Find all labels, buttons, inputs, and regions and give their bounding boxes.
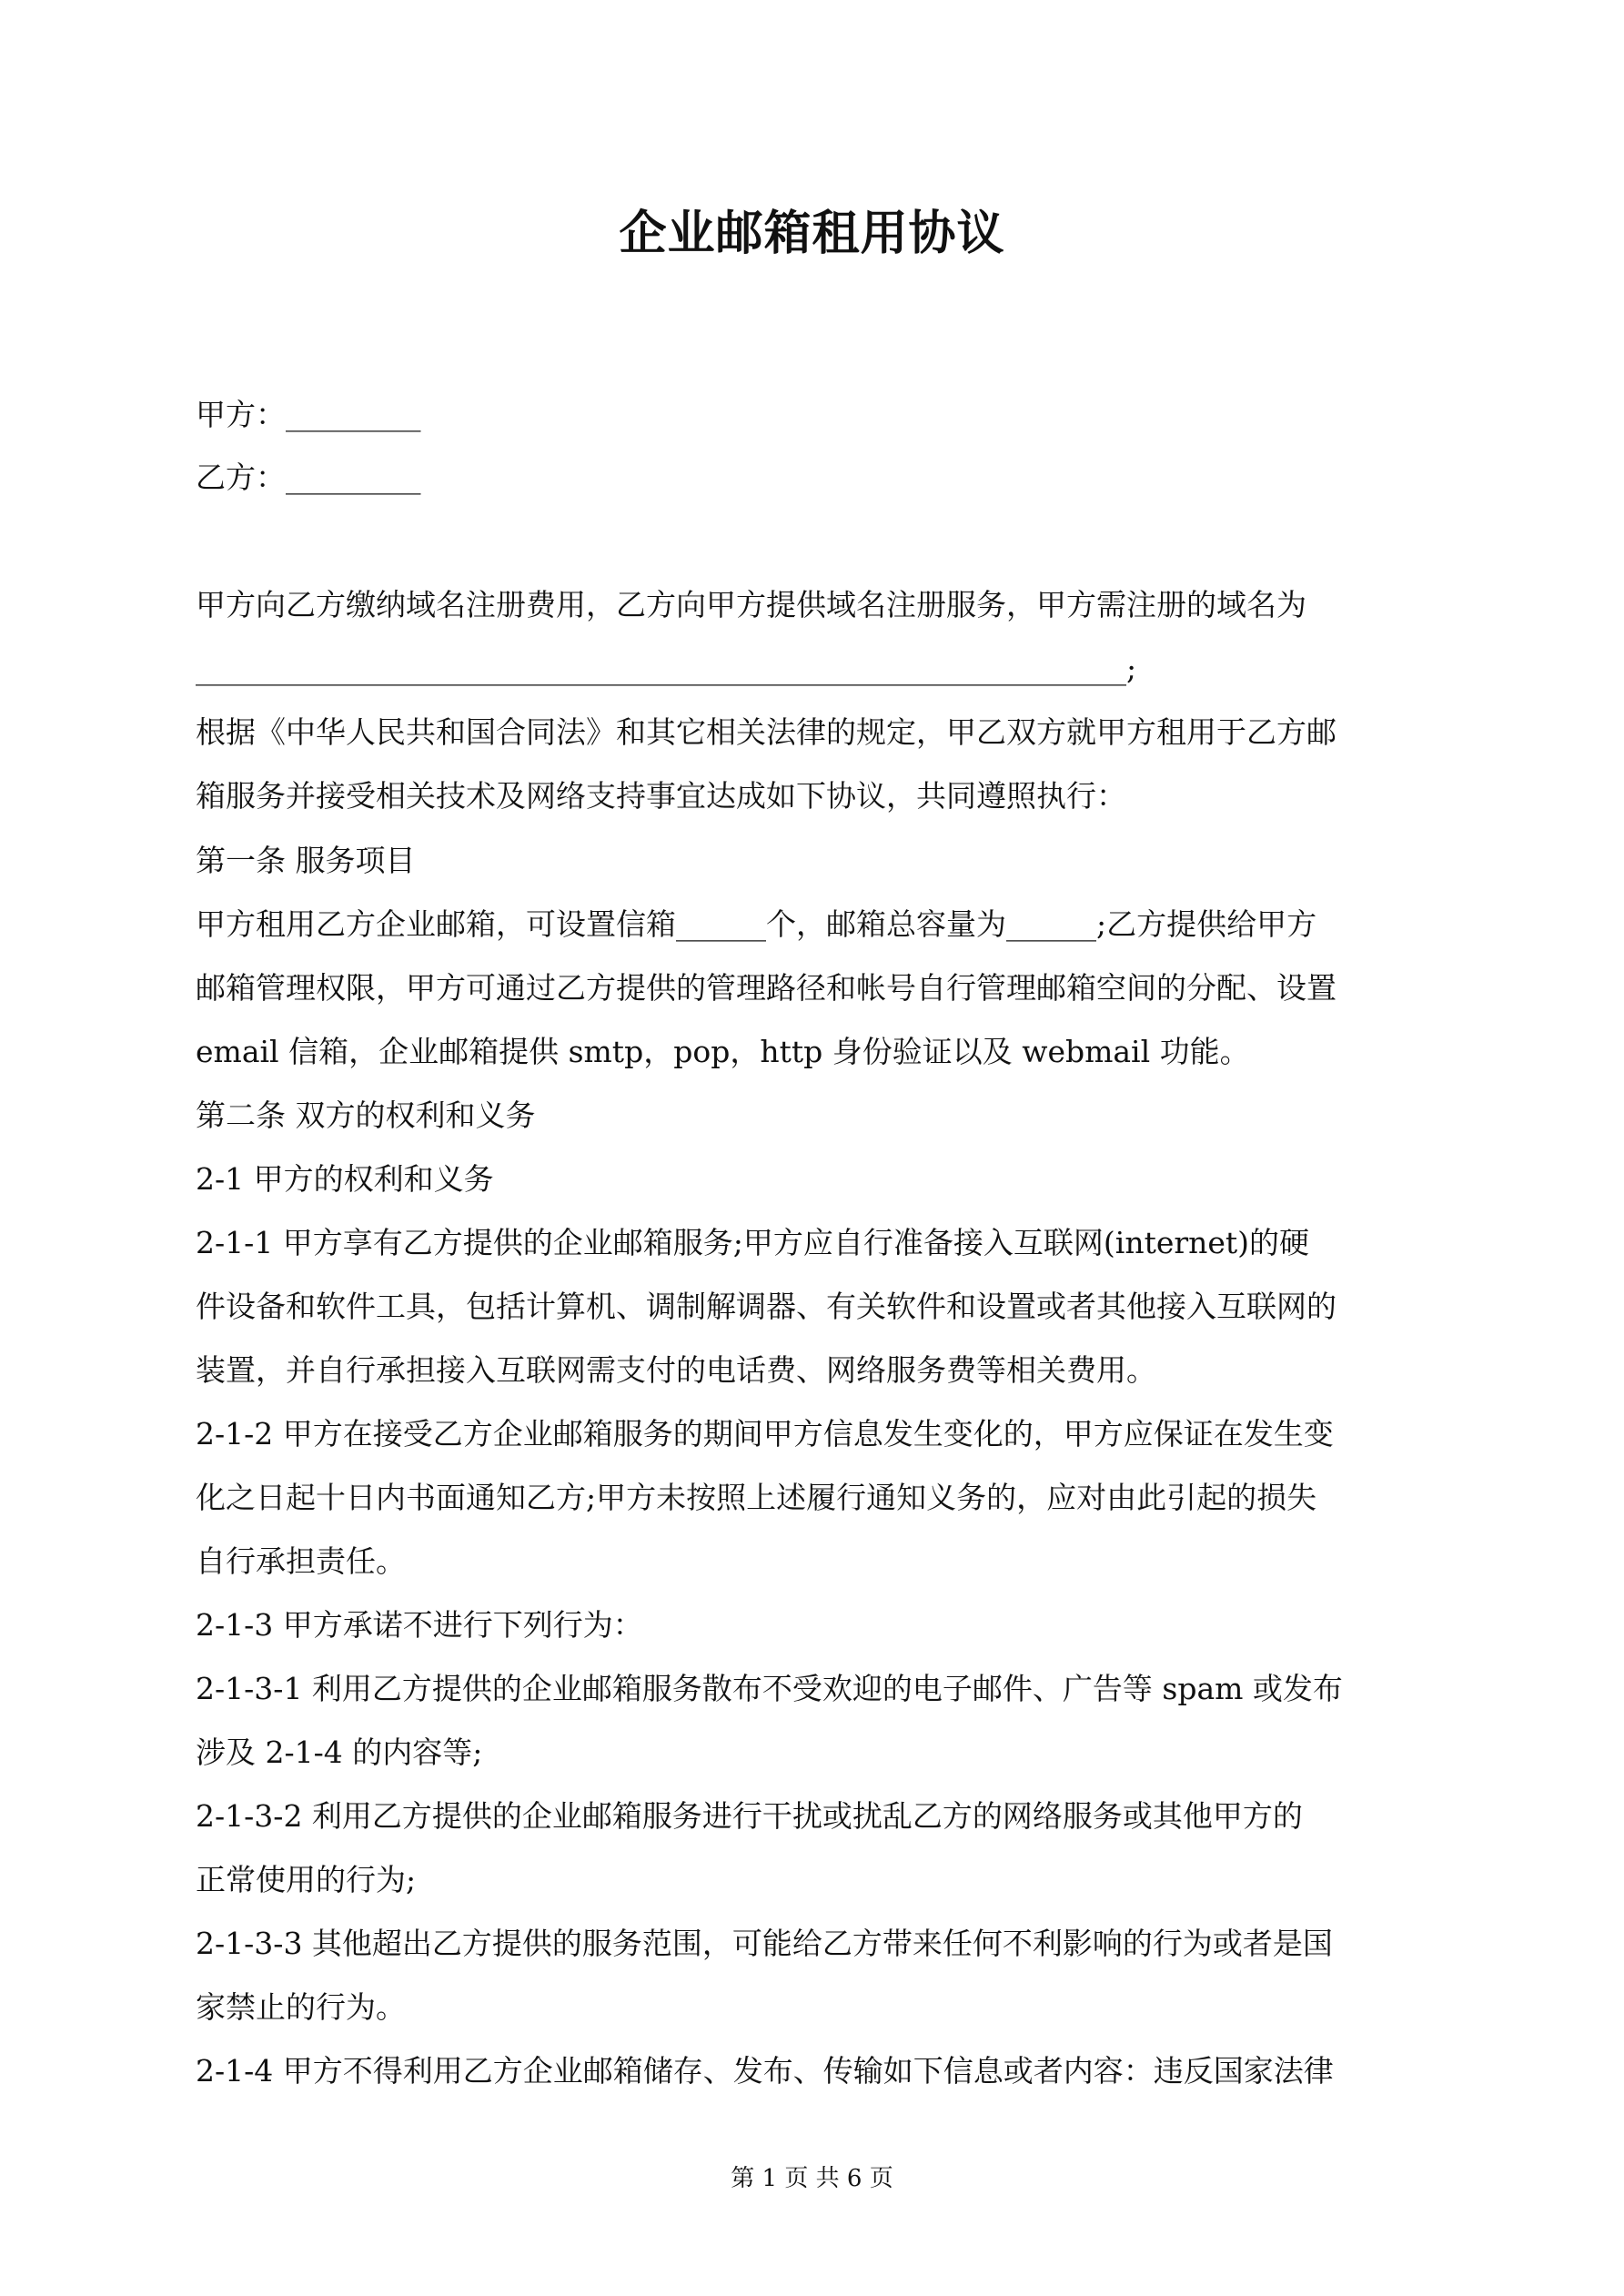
page-number-footer: 第 1 页 共 6 页 — [731, 2165, 893, 2192]
paragraph-line: 箱服务并接受相关技术及网络支持事宜达成如下协议，共同遵照执行： — [196, 778, 1126, 814]
section-heading: 第一条 服务项目 — [196, 843, 416, 878]
paragraph-line: 甲方向乙方缴纳域名注册费用，乙方向甲方提供域名注册服务，甲方需注册的域名为 — [196, 587, 1306, 622]
paragraph-line: 化之日起十日内书面通知乙方;甲方未按照上述履行通知义务的，应对由此引起的损失 — [196, 1480, 1317, 1515]
paragraph-line: 家禁止的行为。 — [196, 1989, 406, 2025]
section-heading: 第二条 双方的权利和义务 — [196, 1097, 536, 1133]
paragraph-line: 2-1-3-3 其他超出乙方提供的服务范围，可能给乙方带来任何不利影响的行为或者是国 — [196, 1926, 1333, 1961]
paragraph-line: 件设备和软件工具，包括计算机、调制解调器、有关软件和设置或者其他接入互联网的 — [196, 1289, 1337, 1324]
paragraph-line: ______________________________________________________________; — [196, 651, 1137, 686]
paragraph-line: 邮箱管理权限，甲方可通过乙方提供的管理路径和帐号自行管理邮箱空间的分配、设置 — [196, 970, 1337, 1006]
document-title: 企业邮箱租用协议 — [619, 206, 1005, 261]
paragraph-line: 2-1-4 甲方不得利用乙方企业邮箱储存、发布、传输如下信息或者内容：违反国家法律 — [196, 2053, 1334, 2089]
party-b-line: 乙方：_________ — [196, 460, 421, 495]
paragraph-line: 根据《中华人民共和国合同法》和其它相关法律的规定，甲乙双方就甲方租用于乙方邮 — [196, 714, 1337, 750]
paragraph-line: 2-1-2 甲方在接受乙方企业邮箱服务的期间甲方信息发生变化的，甲方应保证在发生变 — [196, 1416, 1334, 1451]
paragraph-line: 自行承担责任。 — [196, 1543, 406, 1579]
party-a-line: 甲方：_________ — [196, 397, 421, 432]
paragraph-line: 甲方租用乙方企业邮箱，可设置信箱______个，邮箱总容量为______;乙方提供给甲方 — [196, 906, 1317, 942]
paragraph-line: 2-1-3-2 利用乙方提供的企业邮箱服务进行干扰或扰乱乙方的网络服务或其他甲方的 — [196, 1798, 1303, 1834]
paragraph-line: email 信箱，企业邮箱提供 smtp，pop，http 身份验证以及 webmail 功能。 — [196, 1034, 1250, 1069]
paragraph-line: 2-1-1 甲方享有乙方提供的企业邮箱服务;甲方应自行准备接入互联网(internet)的硬 — [196, 1225, 1310, 1260]
paragraph-line: 涉及 2-1-4 的内容等; — [196, 1735, 483, 1770]
subsection-heading: 2-1 甲方的权利和义务 — [196, 1161, 494, 1197]
paragraph-line: 2-1-3-1 利用乙方提供的企业邮箱服务散布不受欢迎的电子邮件、广告等 spam 或发布 — [196, 1671, 1343, 1706]
paragraph-line: 2-1-3 甲方承诺不进行下列行为： — [196, 1607, 643, 1643]
paragraph-line: 装置，并自行承担接入互联网需支付的电话费、网络服务费等相关费用。 — [196, 1352, 1156, 1388]
paragraph-line: 正常使用的行为; — [196, 1862, 417, 1897]
